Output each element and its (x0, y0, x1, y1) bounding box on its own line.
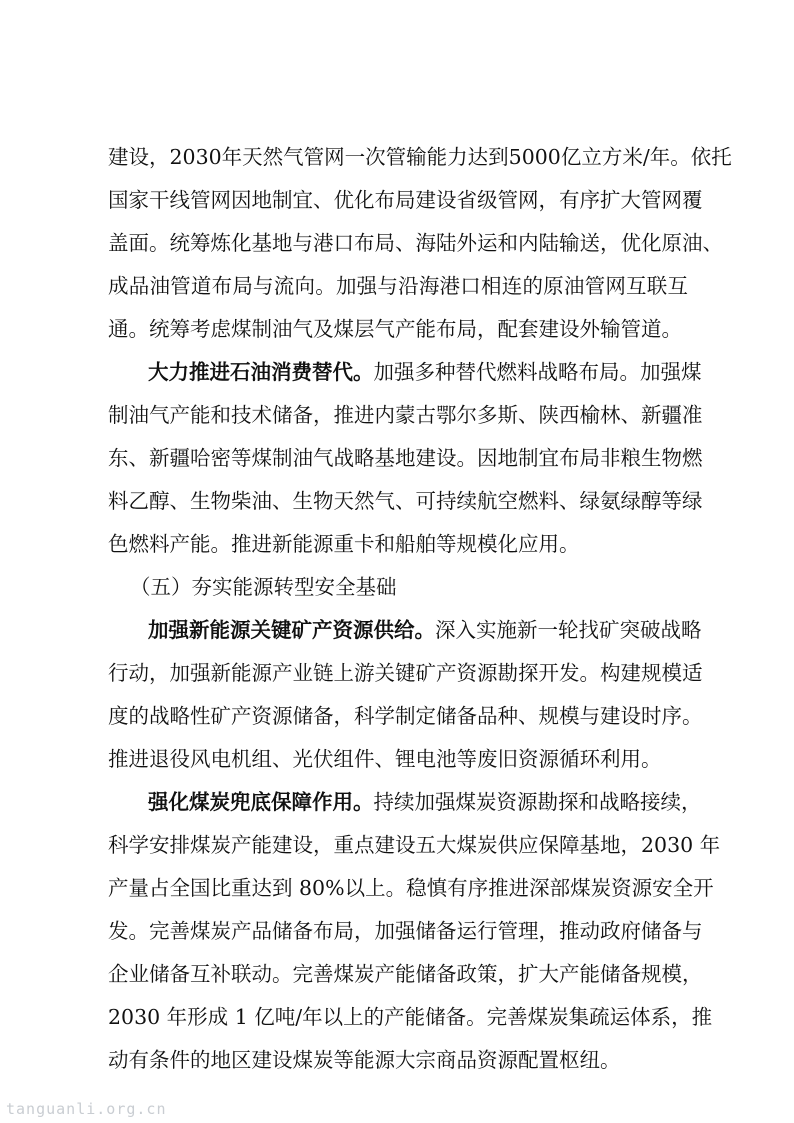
paragraph-4-line-5: 企业储备互补联动。完善煤炭产能储备政策，扩大产能储备规模， (108, 962, 703, 986)
paragraph-2-line-5: 色燃料产能。推进新能源重卡和船舶等规模化应用。 (108, 532, 580, 556)
paragraph-2-first-rest: 加强多种替代燃料战略布局。加强煤 (373, 360, 702, 384)
paragraph-3-line-2: 行动，加强新能源产业链上游关键矿产资源勘探开发。构建规模适 (108, 661, 703, 685)
watermark-text: tanguanli.org.cn (6, 1100, 167, 1118)
paragraph-1-line-2: 国家干线管网因地制宜、优化布局建设省级管网，有序扩大管网覆 (108, 188, 703, 212)
paragraph-1-line-5: 通。统筹考虑煤制油气及煤层气产能布局，配套建设外输管道。 (108, 317, 682, 341)
paragraph-2-line-2: 制油气产能和技术储备，推进内蒙古鄂尔多斯、陕西榆林、新疆准 (108, 403, 703, 427)
paragraph-2-lead: 大力推进石油消费替代。 (148, 360, 374, 384)
paragraph-1-line-3: 盖面。统筹炼化基地与港口布局、海陆外运和内陆输送，优化原油、 (108, 231, 723, 255)
paragraph-4-first-rest: 持续加强煤炭资源勘探和战略接续， (373, 790, 702, 814)
paragraph-4-line-3: 产量占全国比重达到 80%以上。稳慎有序推进深部煤炭资源安全开 (108, 876, 714, 900)
paragraph-2-line-4: 料乙醇、生物柴油、生物天然气、可持续航空燃料、绿氨绿醇等绿 (108, 489, 703, 513)
paragraph-4-line-4: 发。完善煤炭产品储备布局，加强储备运行管理，推动政府储备与 (108, 919, 703, 943)
paragraph-3-lead: 加强新能源关键矿产资源供给。 (148, 618, 435, 642)
paragraph-4-lead: 强化煤炭兜底保障作用。 (148, 790, 374, 814)
section-heading-5: （五）夯实能源转型安全基础 (130, 575, 397, 599)
paragraph-4-line-6: 2030 年形成 1 亿吨/年以上的产能储备。完善煤炭集疏运体系，推 (108, 1005, 713, 1029)
paragraph-1-line-4: 成品油管道布局与流向。加强与沿海港口相连的原油管网互联互 (108, 274, 688, 298)
paragraph-4-line-2: 科学安排煤炭产能建设，重点建设五大煤炭供应保障基地，2030 年 (108, 833, 721, 857)
paragraph-1-line-1: 建设，2030年天然气管网一次管输能力达到5000亿立方米/年。依托 (108, 145, 732, 169)
paragraph-4-line-1 (148, 788, 702, 816)
paragraph-4-line-7: 动有条件的地区建设煤炭等能源大宗商品资源配置枢纽。 (108, 1048, 621, 1072)
paragraph-2-line-3: 东、新疆哈密等煤制油气战略基地建设。因地制宜布局非粮生物燃 (108, 446, 703, 470)
paragraph-2-line-1 (148, 358, 702, 386)
paragraph-3-line-4: 推进退役风电机组、光伏组件、锂电池等废旧资源循环利用。 (108, 747, 662, 771)
paragraph-3-line-3: 度的战略性矿产资源储备，科学制定储备品种、规模与建设时序。 (108, 704, 703, 728)
paragraph-3-line-1 (148, 616, 702, 644)
paragraph-3-first-rest: 深入实施新一轮找矿突破战略 (435, 618, 702, 642)
